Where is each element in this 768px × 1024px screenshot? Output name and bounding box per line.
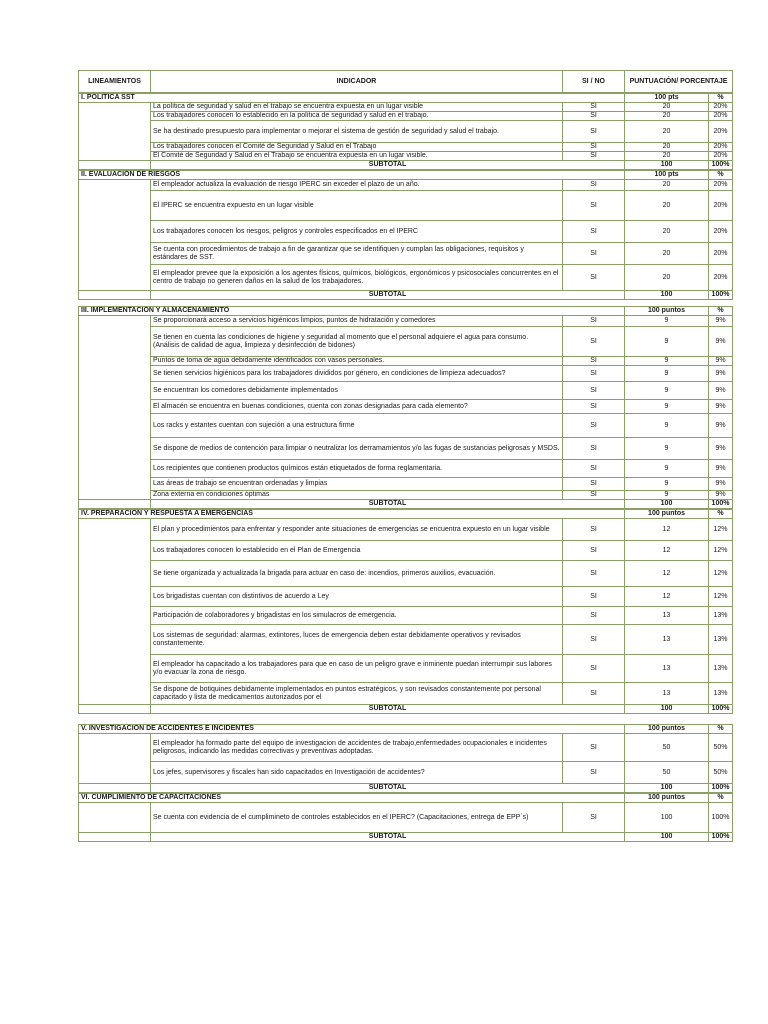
section-points: 100 pts [625, 94, 709, 103]
section-title: IV. PREPARACION Y RESPUESTA A EMERGENCIAS [79, 510, 625, 519]
subtotal-label: SUBTOTAL [151, 161, 625, 170]
points-cell: 9 [625, 382, 709, 400]
table-row [79, 143, 733, 152]
si-no-cell: SI [563, 655, 625, 683]
section-points: 100 puntos [625, 725, 709, 734]
subtotal-percent: 100% [709, 291, 733, 300]
header-table [78, 70, 733, 93]
points-cell: 50 [625, 734, 709, 762]
indicador-cell: El empleador ha capacitado a los trabajadores para que en caso de un peligro grave e inminente puedan interrumpir sus labores y/o evacuar la zona de riesgo. [151, 655, 563, 683]
table-row [79, 414, 733, 438]
indicador-cell: Los trabajadores conocen los riesgos, peligros y controles especificados en el IPERC [151, 221, 563, 243]
points-cell: 12 [625, 541, 709, 561]
lineamiento-cell [79, 316, 151, 500]
indicador-cell: Se dispone de medios de contención para limpiar o neutralizar los derramamientos y/o las fugas de sustancias peligrosas y MSDS. [151, 438, 563, 460]
si-no-cell: SI [563, 357, 625, 366]
indicador-cell: Puntos de toma de agua debidamente identificados con vasos personales. [151, 357, 563, 366]
percent-cell: 20% [709, 221, 733, 243]
percent-cell: 13% [709, 655, 733, 683]
si-no-cell: SI [563, 561, 625, 587]
si-no-cell: SI [563, 803, 625, 833]
si-no-cell: SI [563, 683, 625, 705]
si-no-cell: SI [563, 221, 625, 243]
indicador-cell: Se tienen servicios higiénicos para los trabajadores divididos por género, en condiciones de limpieza adecuados? [151, 366, 563, 382]
table-row [79, 112, 733, 121]
section-pct-header: % [709, 307, 733, 316]
indicador-cell: Los recipientes que contienen productos químicos están etiquetados de forma reglamentaria. [151, 460, 563, 478]
indicador-cell: Los jefes, supervisores y fiscales han sido capacitados en Investigación de accidentes? [151, 762, 563, 784]
si-no-cell: SI [563, 762, 625, 784]
points-cell: 20 [625, 143, 709, 152]
lineamiento-cell [79, 103, 151, 161]
table-row [79, 655, 733, 683]
si-no-cell: SI [563, 191, 625, 221]
table-row [79, 438, 733, 460]
lineamiento-cell [79, 803, 151, 833]
percent-cell: 9% [709, 460, 733, 478]
subtotal-row [79, 161, 733, 170]
lineamiento-cell [79, 180, 151, 291]
subtotal-blank [79, 291, 151, 300]
points-cell: 13 [625, 607, 709, 625]
section-points: 100 puntos [625, 307, 709, 316]
indicador-cell: Se cuenta con evidencia de el cumplimineto de controles establecidos en el IPERC? (Capacitaciones, entrega de EPP´s) [151, 803, 563, 833]
subtotal-points: 100 [625, 833, 709, 842]
subtotal-row [79, 500, 733, 509]
table-row [79, 519, 733, 541]
subtotal-label: SUBTOTAL [151, 833, 625, 842]
percent-cell: 9% [709, 366, 733, 382]
table-row [79, 625, 733, 655]
subtotal-row [79, 291, 733, 300]
section-table [78, 93, 733, 170]
si-no-cell: SI [563, 112, 625, 121]
table-row [79, 607, 733, 625]
subtotal-blank [79, 161, 151, 170]
lineamiento-cell [79, 519, 151, 705]
percent-cell: 9% [709, 327, 733, 357]
points-cell: 9 [625, 460, 709, 478]
header-si-no: SI / NO [563, 71, 625, 93]
percent-cell: 9% [709, 478, 733, 491]
indicador-cell: Los brigadistas cuentan con distintivos de acuerdo a Ley [151, 587, 563, 607]
indicador-cell: El IPERC se encuentra expuesto en un lugar visible [151, 191, 563, 221]
subtotal-label: SUBTOTAL [151, 291, 625, 300]
points-cell: 12 [625, 561, 709, 587]
section-points: 100 pts [625, 171, 709, 180]
percent-cell: 13% [709, 683, 733, 705]
indicador-cell: Participación de colaboradores y brigadistas en los simulacros de emergencia. [151, 607, 563, 625]
si-no-cell: SI [563, 625, 625, 655]
percent-cell: 9% [709, 400, 733, 414]
indicador-cell: Los trabajadores conocen lo establecido en la política de seguridad y salud en el trabajo. [151, 112, 563, 121]
section-title: III. IMPLEMENTACIÓN Y ALMACENAMIENTO [79, 307, 625, 316]
table-row [79, 762, 733, 784]
points-cell: 50 [625, 762, 709, 784]
indicador-cell: Se tienen en cuenta las condiciones de higiene y seguridad al momento que el personal adquiere el agua para consumo. (Análisis de calidad de agua, limpieza y desinfección de bidones) [151, 327, 563, 357]
percent-cell: 12% [709, 587, 733, 607]
table-row [79, 243, 733, 265]
si-no-cell: SI [563, 414, 625, 438]
header-indicador: INDICADOR [151, 71, 563, 93]
indicador-cell: Se cuenta con procedimientos de trabajo a fin de garantizar que se identifiquen y cumplan las obligaciones, requisitos y estándares de SST. [151, 243, 563, 265]
subtotal-points: 100 [625, 705, 709, 714]
points-cell: 9 [625, 414, 709, 438]
section-table [78, 170, 733, 300]
table-row [79, 191, 733, 221]
points-cell: 12 [625, 519, 709, 541]
percent-cell: 12% [709, 561, 733, 587]
table-row [79, 180, 733, 191]
points-cell: 9 [625, 316, 709, 327]
lineamiento-cell [79, 734, 151, 784]
indicador-cell: Los racks y estantes cuentan con sujeción a una estructura firme [151, 414, 563, 438]
indicador-cell: Los trabajadores conocen lo establecido en el Plan de Emergencia [151, 541, 563, 561]
points-cell: 9 [625, 491, 709, 500]
table-row [79, 152, 733, 161]
section-title: VI. CUMPLIMIENTO DE CAPACITACIONES [79, 794, 625, 803]
table-row [79, 400, 733, 414]
percent-cell: 9% [709, 316, 733, 327]
section-table [78, 509, 733, 714]
si-no-cell: SI [563, 607, 625, 625]
points-cell: 13 [625, 683, 709, 705]
percent-cell: 20% [709, 152, 733, 161]
indicador-cell: Se proporcionará acceso a servicios higiénicos limpios, puntos de hidratación y comedores [151, 316, 563, 327]
percent-cell: 20% [709, 143, 733, 152]
points-cell: 9 [625, 438, 709, 460]
subtotal-points: 100 [625, 161, 709, 170]
subtotal-blank [79, 705, 151, 714]
indicador-cell: Zona externa en condiciones óptimas [151, 491, 563, 500]
subtotal-points: 100 [625, 784, 709, 793]
indicador-cell: Se ha destinado presupuesto para implementar o mejorar el sistema de gestión de seguridad y salud el trabajo. [151, 121, 563, 143]
indicador-cell: Se encuentran los comedores debidamente implementados [151, 382, 563, 400]
section-table [78, 724, 733, 793]
percent-cell: 9% [709, 438, 733, 460]
points-cell: 9 [625, 366, 709, 382]
indicador-cell: El empleador actualiza la evaluación de riesgo IPERC sin exceder el plazo de un año. [151, 180, 563, 191]
subtotal-row [79, 833, 733, 842]
subtotal-label: SUBTOTAL [151, 705, 625, 714]
si-no-cell: SI [563, 491, 625, 500]
subtotal-percent: 100% [709, 500, 733, 509]
section-pct-header: % [709, 725, 733, 734]
percent-cell: 20% [709, 243, 733, 265]
table-row [79, 587, 733, 607]
percent-cell: 50% [709, 734, 733, 762]
percent-cell: 9% [709, 414, 733, 438]
si-no-cell: SI [563, 265, 625, 291]
indicador-cell: La política de seguridad y salud en el trabajo se encuentra expuesta en un lugar visible [151, 103, 563, 112]
section-table [78, 793, 733, 842]
indicador-cell: Los sistemas de seguridad: alarmas, extintores, luces de emergencia deben estar debidamente operativos y revisados constantemente. [151, 625, 563, 655]
indicador-cell: El almacén se encuentra en buenas condiciones, cuenta con zonas designadas para cada elemento? [151, 400, 563, 414]
percent-cell: 20% [709, 180, 733, 191]
percent-cell: 12% [709, 519, 733, 541]
points-cell: 20 [625, 180, 709, 191]
section-pct-header: % [709, 171, 733, 180]
points-cell: 20 [625, 152, 709, 161]
table-row [79, 357, 733, 366]
subtotal-points: 100 [625, 500, 709, 509]
si-no-cell: SI [563, 460, 625, 478]
points-cell: 9 [625, 327, 709, 357]
section-gap [78, 714, 732, 724]
subtotal-percent: 100% [709, 784, 733, 793]
points-cell: 20 [625, 103, 709, 112]
points-cell: 20 [625, 265, 709, 291]
header-lineamientos: LINEAMIENTOS [79, 71, 151, 93]
indicador-cell: El Comité de Seguridad y Salud en el Trabajo se encuentra expuesta en un lugar visible. [151, 152, 563, 161]
table-row [79, 561, 733, 587]
indicador-cell: El plan y procedimientos para enfrentar y responder ante situaciones de emergencias se encuentra expuesto en un lugar visible [151, 519, 563, 541]
points-cell: 20 [625, 243, 709, 265]
si-no-cell: SI [563, 152, 625, 161]
si-no-cell: SI [563, 734, 625, 762]
header-puntuacion: PUNTUACIÓN/ PORCENTAJE [625, 71, 733, 93]
table-row [79, 541, 733, 561]
checklist-document [78, 70, 732, 842]
section-title: I. POLITICA SST [79, 94, 625, 103]
percent-cell: 9% [709, 357, 733, 366]
si-no-cell: SI [563, 180, 625, 191]
section-pct-header: % [709, 510, 733, 519]
subtotal-blank [79, 784, 151, 793]
si-no-cell: SI [563, 121, 625, 143]
percent-cell: 20% [709, 191, 733, 221]
si-no-cell: SI [563, 541, 625, 561]
section-pct-header: % [709, 794, 733, 803]
table-row [79, 478, 733, 491]
subtotal-row [79, 705, 733, 714]
subtotal-label: SUBTOTAL [151, 500, 625, 509]
table-row [79, 382, 733, 400]
indicador-cell: Los trabajadores conocen el Comité de Seguridad y Salud en el Trabajo [151, 143, 563, 152]
section-points: 100 puntos [625, 510, 709, 519]
subtotal-percent: 100% [709, 705, 733, 714]
points-cell: 9 [625, 478, 709, 491]
table-row [79, 265, 733, 291]
table-row [79, 803, 733, 833]
points-cell: 20 [625, 121, 709, 143]
percent-cell: 20% [709, 265, 733, 291]
table-row [79, 103, 733, 112]
percent-cell: 9% [709, 382, 733, 400]
percent-cell: 100% [709, 803, 733, 833]
indicador-cell: Se dispone de botiquines debidamente implementados en puntos estratégicos, y son revisados constantemente por personal capacitado y lista de medicamentos autorizados por el [151, 683, 563, 705]
si-no-cell: SI [563, 143, 625, 152]
si-no-cell: SI [563, 400, 625, 414]
table-row [79, 683, 733, 705]
percent-cell: 20% [709, 103, 733, 112]
si-no-cell: SI [563, 382, 625, 400]
points-cell: 12 [625, 587, 709, 607]
points-cell: 20 [625, 191, 709, 221]
si-no-cell: SI [563, 587, 625, 607]
si-no-cell: SI [563, 478, 625, 491]
subtotal-points: 100 [625, 291, 709, 300]
table-row [79, 734, 733, 762]
sections-container [78, 93, 732, 842]
points-cell: 20 [625, 221, 709, 243]
points-cell: 100 [625, 803, 709, 833]
indicador-cell: Las áreas de trabajo se encuentran ordenadas y limpias [151, 478, 563, 491]
section-title: II. EVALUACION DE RIESGOS [79, 171, 625, 180]
percent-cell: 50% [709, 762, 733, 784]
section-pct-header: % [709, 94, 733, 103]
si-no-cell: SI [563, 366, 625, 382]
table-row [79, 316, 733, 327]
points-cell: 20 [625, 112, 709, 121]
si-no-cell: SI [563, 103, 625, 112]
percent-cell: 12% [709, 541, 733, 561]
si-no-cell: SI [563, 519, 625, 541]
percent-cell: 13% [709, 625, 733, 655]
table-row [79, 491, 733, 500]
subtotal-percent: 100% [709, 161, 733, 170]
indicador-cell: El empleador prevee que la exposición a los agentes físicos, químicos, biológicos, ergonómicos y psicosociales concurrentes en el centro de trabajo no generen daños en la salud de los trabajadores. [151, 265, 563, 291]
points-cell: 9 [625, 357, 709, 366]
indicador-cell: Se tiene organizada y actualizada la brigada para actuar en caso de: incendios, primeros auxilios, evacuación. [151, 561, 563, 587]
table-row [79, 366, 733, 382]
percent-cell: 13% [709, 607, 733, 625]
percent-cell: 9% [709, 491, 733, 500]
section-points: 100 puntos [625, 794, 709, 803]
table-row [79, 327, 733, 357]
si-no-cell: SI [563, 327, 625, 357]
subtotal-blank [79, 833, 151, 842]
indicador-cell: El empleador ha formado parte del equipo de investigacion de accidentes de trabajo,enfermedades ocupacionales e incidentes peligrosos, indicando las medidas correctivas y preventivas adoptadas. [151, 734, 563, 762]
subtotal-label: SUBTOTAL [151, 784, 625, 793]
subtotal-row [79, 784, 733, 793]
percent-cell: 20% [709, 121, 733, 143]
percent-cell: 20% [709, 112, 733, 121]
subtotal-blank [79, 500, 151, 509]
si-no-cell: SI [563, 316, 625, 327]
section-table [78, 306, 733, 509]
subtotal-percent: 100% [709, 833, 733, 842]
section-title: V. INVESTIGACION DE ACCIDENTES E INCIDENTES [79, 725, 625, 734]
table-row [79, 460, 733, 478]
table-row [79, 221, 733, 243]
si-no-cell: SI [563, 243, 625, 265]
table-row [79, 121, 733, 143]
points-cell: 13 [625, 655, 709, 683]
points-cell: 9 [625, 400, 709, 414]
si-no-cell: SI [563, 438, 625, 460]
points-cell: 13 [625, 625, 709, 655]
